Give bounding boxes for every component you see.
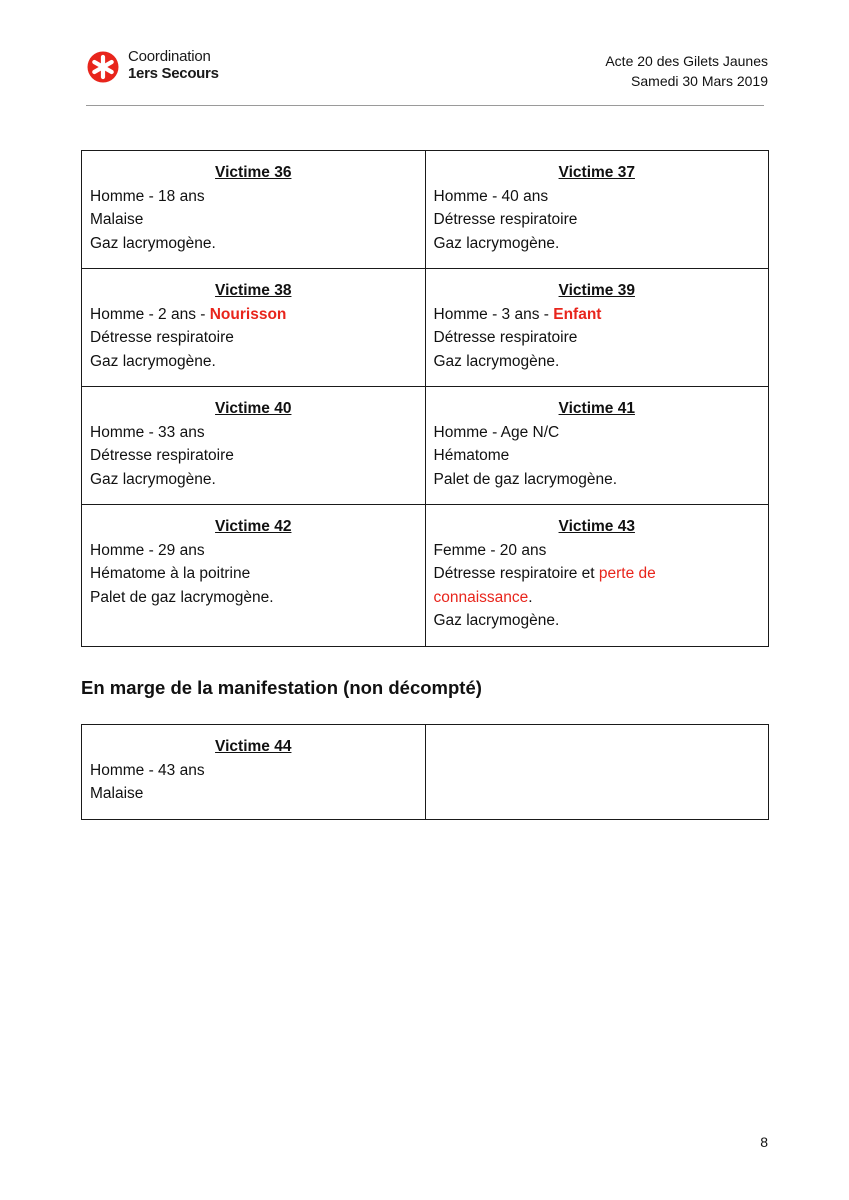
victim-condition-text: Détresse respiratoire et xyxy=(433,565,599,582)
victim-title: Victime 41 xyxy=(558,400,635,417)
victim-condition xyxy=(434,562,761,586)
victim-title: Victime 42 xyxy=(215,518,292,535)
victim-profile-text: Homme - 2 ans - xyxy=(90,305,210,323)
victim-profile: Homme - 18 ans xyxy=(90,187,205,205)
table-row xyxy=(82,725,769,820)
logo-line-1: Coordination xyxy=(128,48,211,65)
table-row xyxy=(82,269,769,387)
victim-title: Victime 44 xyxy=(215,738,292,755)
victim-title: Victime 38 xyxy=(215,282,292,299)
empty-cell xyxy=(425,725,769,820)
document-header xyxy=(605,51,768,91)
table-row xyxy=(82,505,769,647)
event-date: Samedi 30 Mars 2019 xyxy=(631,73,768,89)
victim-condition: Hématome à la poitrine xyxy=(90,565,251,582)
victim-card-43 xyxy=(425,505,769,647)
victim-condition: Hématome xyxy=(433,447,510,464)
table-row xyxy=(82,387,769,505)
victim-condition: Détresse respiratoire xyxy=(433,329,578,346)
age-category-badge: Nourisson xyxy=(209,305,287,323)
victim-cause: Palet de gaz lacrymogène. xyxy=(90,588,274,606)
marginal-victims-table xyxy=(81,724,769,820)
victim-card-41 xyxy=(425,387,769,505)
victim-profile-text: Homme - 3 ans - xyxy=(433,305,554,323)
event-title: Acte 20 des Gilets Jaunes xyxy=(605,53,768,69)
victim-condition: Détresse respiratoire xyxy=(90,447,234,464)
victim-card-44 xyxy=(82,725,426,820)
organization-logo xyxy=(86,48,236,88)
victim-condition: Malaise xyxy=(90,785,144,802)
table-row xyxy=(82,151,769,269)
victim-title: Victime 39 xyxy=(558,282,635,299)
victim-card-37 xyxy=(425,151,769,269)
victim-card-38 xyxy=(82,269,426,387)
victim-cause: Gaz lacrymogène. xyxy=(433,234,560,252)
victim-profile: Homme - 29 ans xyxy=(90,541,205,559)
victim-condition: Détresse respiratoire xyxy=(433,211,578,228)
logo-line-2: 1ers Secours xyxy=(128,65,219,82)
victim-profile: Homme - Age N/C xyxy=(433,423,560,441)
victim-profile xyxy=(90,303,417,327)
victim-cause: Gaz lacrymogène. xyxy=(90,352,216,370)
victim-profile: Homme - 40 ans xyxy=(433,187,549,205)
victim-condition-cont xyxy=(434,586,761,610)
victim-condition: Détresse respiratoire xyxy=(90,329,234,346)
victim-card-39 xyxy=(425,269,769,387)
age-category-badge: Enfant xyxy=(553,305,602,323)
logo-wordmark xyxy=(128,48,219,82)
victims-table xyxy=(81,150,769,647)
victim-profile: Femme - 20 ans xyxy=(433,541,547,559)
severity-highlight: connaissance xyxy=(433,588,529,606)
victim-title: Victime 36 xyxy=(215,164,292,181)
victim-card-42 xyxy=(82,505,426,647)
asterisk-logo-icon xyxy=(86,50,120,84)
victim-cause: Gaz lacrymogène. xyxy=(433,352,560,370)
victim-title: Victime 37 xyxy=(558,164,635,181)
header-divider xyxy=(86,105,764,106)
victim-condition: Malaise xyxy=(90,211,144,228)
punctuation: . xyxy=(528,588,533,606)
victim-cause: Gaz lacrymogène. xyxy=(433,612,560,629)
victim-title: Victime 43 xyxy=(558,518,635,535)
victim-profile: Homme - 43 ans xyxy=(90,761,205,779)
victim-profile xyxy=(434,303,761,327)
victim-profile: Homme - 33 ans xyxy=(90,423,205,441)
severity-highlight: perte de xyxy=(598,565,656,582)
victim-card-36 xyxy=(82,151,426,269)
section-title: En marge de la manifestation (non décompté) xyxy=(81,677,482,698)
victim-card-40 xyxy=(82,387,426,505)
victim-cause: Gaz lacrymogène. xyxy=(90,470,216,488)
page-number: 8 xyxy=(760,1134,768,1150)
victim-cause: Palet de gaz lacrymogène. xyxy=(433,470,618,488)
victim-title: Victime 40 xyxy=(215,400,292,417)
victim-cause: Gaz lacrymogène. xyxy=(90,234,216,252)
